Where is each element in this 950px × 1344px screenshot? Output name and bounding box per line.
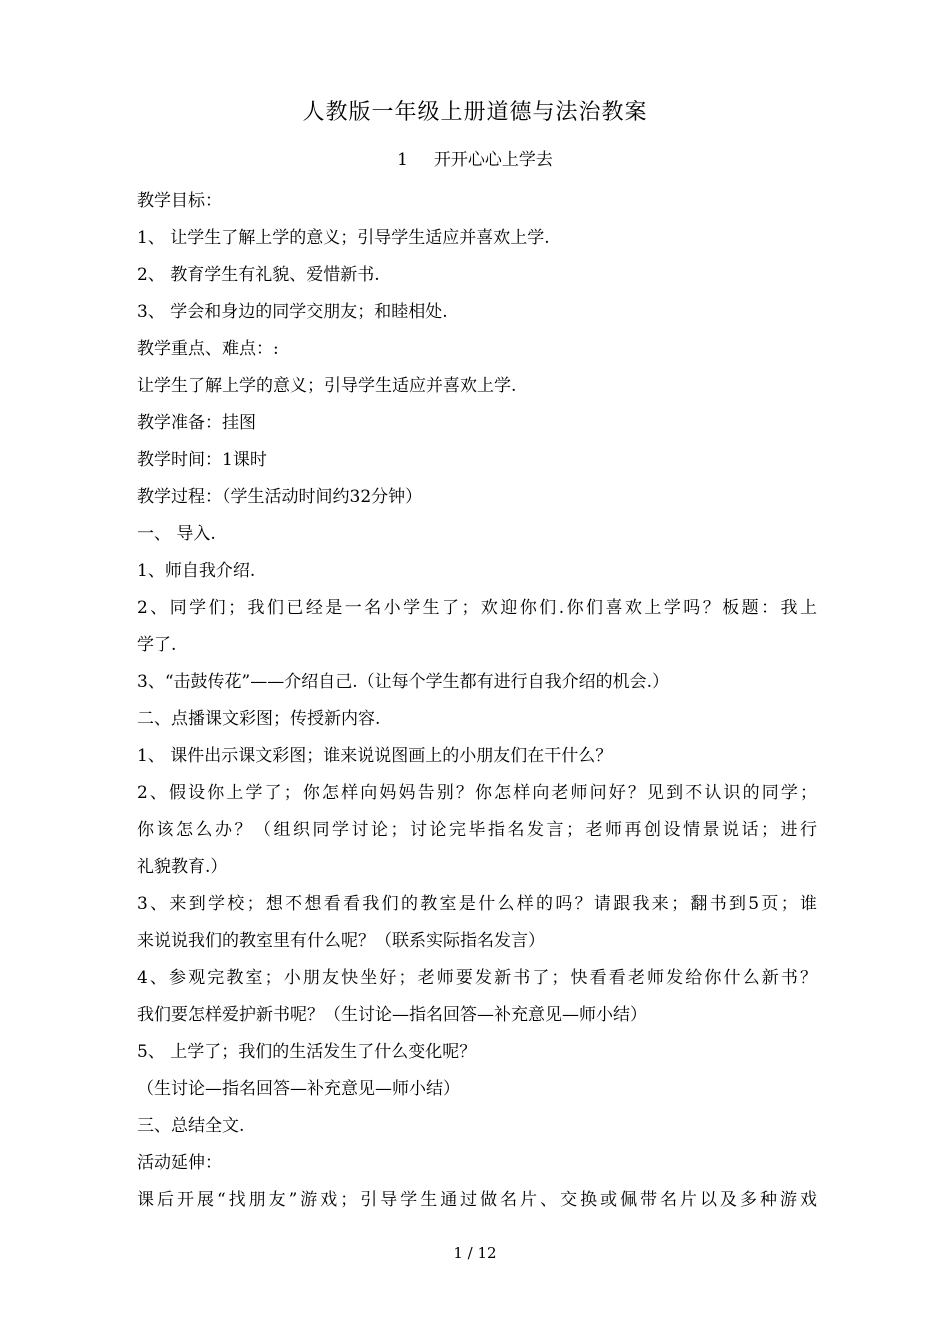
text-line: 教学过程：（学生活动时间约32分钟） (137, 487, 423, 507)
text-line: 教学准备：挂图 (137, 413, 256, 433)
text-line: 3、 学会和身边的同学交朋友；和睦相处. (137, 302, 448, 322)
text-line: 三、总结全文. (137, 1116, 245, 1136)
text-line: 3、“击鼓传花”——介绍自己.（让每个学生都有进行自我介绍的机会.） (137, 672, 670, 692)
text-line: 2、同学们；我们已经是一名小学生了；欢迎你们.你们喜欢上学吗？板题：我上 (137, 598, 817, 618)
text-line: 来说说我们的教室里有什么呢？（联系实际指名发言） (137, 931, 545, 951)
text-line: 我们要怎样爱护新书呢？（生讨论—指名回答—补充意见—师小结） (137, 1005, 647, 1025)
text-line: 5、 上学了；我们的生活发生了什么变化呢？ (137, 1042, 477, 1062)
text-line: 2、 教育学生有礼貌、爱惜新书. (137, 265, 380, 285)
text-line: 你该怎么办？（组织同学讨论；讨论完毕指名发言；老师再创设情景说话；进行 (137, 820, 817, 840)
text-line: 教学时间：1课时 (137, 450, 267, 470)
lesson-title: 开开心心上学去 (433, 150, 553, 170)
text-line: 礼貌教育.） (137, 857, 228, 877)
text-line: 让学生了解上学的意义；引导学生适应并喜欢上学. (137, 376, 517, 396)
document-title: 人教版一年级上册道德与法治教案 (302, 100, 648, 125)
text-line: 教学重点、难点：: (137, 339, 279, 359)
text-line: 一、 导入. (137, 524, 216, 544)
lesson-heading (0, 145, 950, 170)
document-body (137, 183, 817, 1219)
text-line: 课后开展“找朋友”游戏；引导学生通过做名片、交换或佩带名片以及多种游戏 (137, 1190, 817, 1210)
text-line: 二、点播课文彩图；传授新内容. (137, 709, 381, 729)
text-line: 2、假设你上学了；你怎样向妈妈告别？你怎样向老师问好？见到不认识的同学； (137, 783, 817, 803)
text-line: 活动延伸： (137, 1153, 222, 1173)
lesson-number: 1 (397, 150, 408, 170)
text-line: 1、师自我介绍. (137, 561, 256, 581)
text-line: 1、 课件出示课文彩图；谁来说说图画上的小朋友们在干什么？ (137, 746, 613, 766)
text-line: 1、 让学生了解上学的意义；引导学生适应并喜欢上学. (137, 228, 550, 248)
text-line: 教学目标： (137, 191, 222, 211)
text-line: 4、参观完教室；小朋友快坐好；老师要发新书了；快看看老师发给你什么新书？ (137, 968, 817, 988)
page-indicator: 1 / 12 (453, 1244, 497, 1262)
text-line: 3、来到学校；想不想看看我们的教室是什么样的吗？请跟我来；翻书到5页；谁 (137, 894, 817, 914)
text-line: 学了. (137, 635, 177, 655)
text-line: （生讨论—指名回答—补充意见—师小结） (137, 1079, 460, 1099)
